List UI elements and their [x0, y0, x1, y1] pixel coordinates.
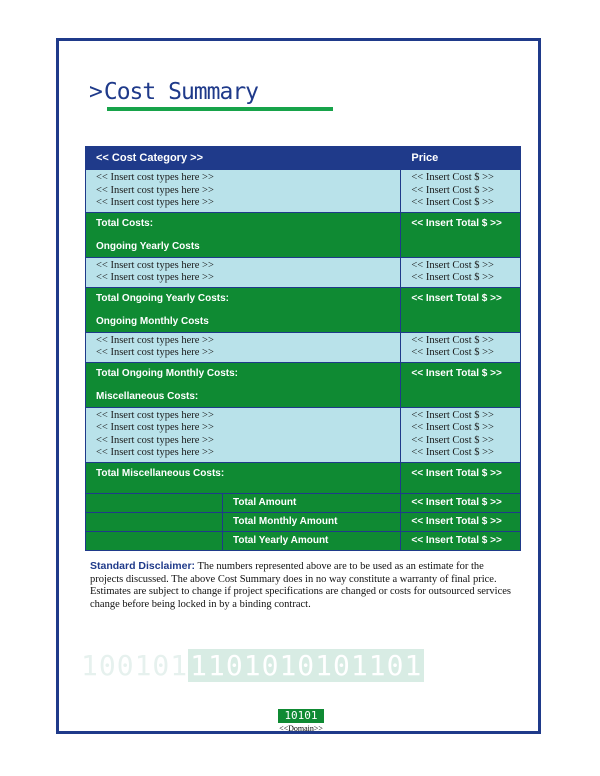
- total-yearly-cell: [86, 287, 401, 332]
- cost-type-item: << Insert cost types here >>: [96, 197, 214, 208]
- cost-group-initial: [86, 170, 521, 213]
- total-yearly-row: [86, 287, 521, 332]
- cost-type-item: << Insert cost types here >>: [96, 334, 214, 346]
- cost-group-monthly: [86, 332, 521, 362]
- page-frame: [56, 38, 541, 734]
- cost-price-item: << Insert Cost $ >>: [411, 434, 494, 446]
- total-yearly-amount-value: << Insert Total $ >>: [401, 531, 521, 550]
- cost-type-item: << Insert cost types here >>: [96, 184, 214, 196]
- total-monthly-label: Total Ongoing Monthly Costs:: [96, 367, 239, 379]
- ongoing-monthly-heading: Ongoing Monthly Costs: [96, 315, 209, 327]
- cost-price-item: << Insert Cost $ >>: [411, 447, 494, 458]
- title-text: Cost Summary: [103, 79, 259, 105]
- cost-types-cell: [86, 407, 401, 462]
- disclaimer-text: The numbers represented above are to be used as an estimate for the projects discussed. The above Cost Summary does in no way constitute a warranty of final price. Estimates are subject to change if project specifications are changed or costs for outsourced services change before being locked in by a binding contract.: [90, 561, 512, 610]
- cost-price-item: << Insert Cost $ >>: [411, 272, 494, 283]
- cost-type-item: << Insert cost types here >>: [96, 434, 214, 446]
- summary-label-cell: [86, 512, 401, 531]
- domain-logo: 10101: [278, 709, 324, 723]
- domain-label: <<Domain>>: [279, 724, 323, 733]
- cost-summary-table: [85, 146, 521, 551]
- cost-price-item: << Insert Cost $ >>: [411, 422, 494, 433]
- table-header-row: [86, 147, 521, 170]
- total-monthly-amount-value: << Insert Total $ >>: [401, 512, 521, 531]
- total-amount-label: Total Amount: [233, 497, 297, 508]
- summary-label-cell: [86, 531, 401, 550]
- title-underline: [107, 107, 333, 111]
- title-chevron: >: [89, 79, 102, 105]
- cost-types-cell: [86, 170, 401, 213]
- total-costs-label: Total Costs:: [96, 217, 154, 229]
- cost-types-cell: [86, 257, 401, 287]
- cost-price-item: << Insert Cost $ >>: [411, 184, 494, 196]
- summary-label-cell: [86, 493, 401, 512]
- summary-row: [86, 512, 521, 531]
- cost-prices-cell: [401, 257, 521, 287]
- binary-faint-text: 100101: [81, 649, 189, 682]
- standard-disclaimer: [90, 560, 515, 611]
- cost-prices-cell: [401, 170, 521, 213]
- misc-costs-heading: Miscellaneous Costs:: [96, 390, 199, 402]
- cost-type-item: << Insert cost types here >>: [96, 409, 214, 421]
- cost-type-item: << Insert cost types here >>: [96, 347, 214, 358]
- cost-type-item: << Insert cost types here >>: [96, 172, 214, 183]
- cost-price-item: << Insert Cost $ >>: [411, 347, 494, 358]
- total-monthly-row: [86, 362, 521, 407]
- cost-price-item: << Insert Cost $ >>: [411, 197, 494, 208]
- header-cost-category: << Cost Category >>: [86, 147, 401, 170]
- summary-row: [86, 493, 521, 512]
- total-yearly-value: << Insert Total $ >>: [401, 287, 521, 332]
- total-monthly-value: << Insert Total $ >>: [401, 362, 521, 407]
- cost-prices-cell: [401, 332, 521, 362]
- cost-group-yearly: [86, 257, 521, 287]
- cost-types-cell: [86, 332, 401, 362]
- binary-highlight-text: 1101010101101: [190, 649, 423, 682]
- total-monthly-cell: [86, 362, 401, 407]
- disclaimer-label: Standard Disclaimer:: [90, 560, 196, 572]
- cost-price-item: << Insert Cost $ >>: [411, 259, 494, 271]
- cost-price-item: << Insert Cost $ >>: [411, 172, 494, 183]
- summary-row: [86, 531, 521, 550]
- cost-type-item: << Insert cost types here >>: [96, 422, 214, 433]
- total-costs-row: [86, 212, 521, 257]
- total-misc-value: << Insert Total $ >>: [401, 462, 521, 493]
- cost-price-item: << Insert Cost $ >>: [411, 409, 494, 421]
- total-yearly-label: Total Ongoing Yearly Costs:: [96, 292, 229, 304]
- total-amount-value: << Insert Total $ >>: [401, 493, 521, 512]
- total-costs-cell: [86, 212, 401, 257]
- cost-price-item: << Insert Cost $ >>: [411, 334, 494, 346]
- total-misc-row: [86, 462, 521, 493]
- cost-type-item: << Insert cost types here >>: [96, 259, 214, 271]
- page-title: [89, 79, 258, 105]
- total-costs-value: << Insert Total $ >>: [401, 212, 521, 257]
- total-monthly-amount-label: Total Monthly Amount: [233, 516, 338, 527]
- ongoing-yearly-heading: Ongoing Yearly Costs: [96, 240, 200, 252]
- total-misc-label: Total Miscellaneous Costs:: [86, 462, 401, 493]
- binary-decoration: [81, 649, 424, 682]
- header-price: Price: [401, 147, 521, 170]
- cost-type-item: << Insert cost types here >>: [96, 272, 214, 283]
- cost-prices-cell: [401, 407, 521, 462]
- cost-group-misc: [86, 407, 521, 462]
- total-yearly-amount-label: Total Yearly Amount: [233, 535, 329, 546]
- cost-type-item: << Insert cost types here >>: [96, 447, 214, 458]
